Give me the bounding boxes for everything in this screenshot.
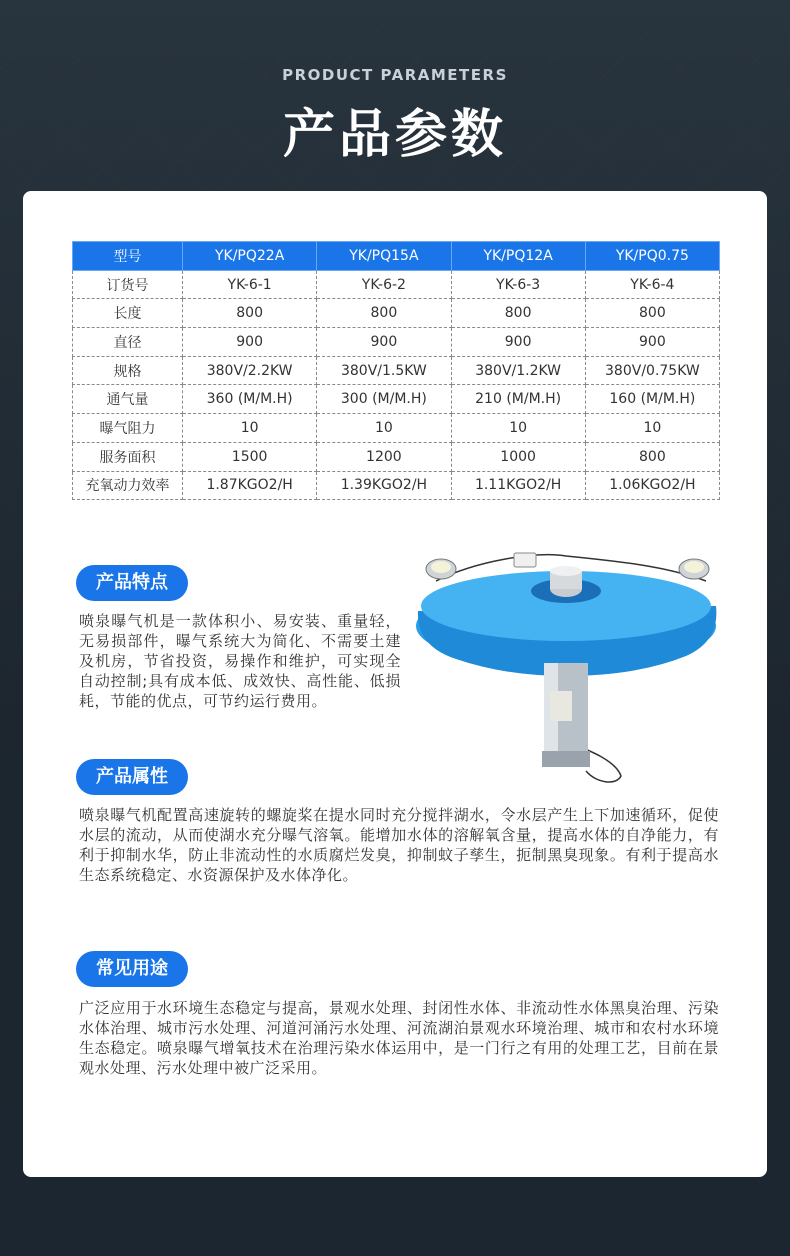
table-cell: 1.11KGO2/H xyxy=(451,471,585,500)
table-cell: 10 xyxy=(317,414,451,443)
table-cell: 380V/1.5KW xyxy=(317,356,451,385)
column-header: YK/PQ15A xyxy=(317,242,451,271)
page-title: 产品参数 xyxy=(282,105,507,165)
features-text: 喷泉曝气机是一款体积小、易安装、重量轻，无易损部件，曝气系统大为简化、不需要土建及机房，节省投资，易操作和维护，可实现全自动控制;具有成本低、成效快、高性能、低损耗，节能的优点，可节约运行费用。 xyxy=(79,612,401,710)
table-cell: 800 xyxy=(585,442,719,471)
table-cell: 800 xyxy=(183,299,317,328)
table-cell: 10 xyxy=(183,414,317,443)
row-label: 订货号 xyxy=(73,270,183,299)
table-cell: 800 xyxy=(317,299,451,328)
table-row xyxy=(73,442,720,471)
row-label: 充氧动力效率 xyxy=(73,471,183,500)
table-header-row xyxy=(73,242,720,271)
table-cell: 1200 xyxy=(317,442,451,471)
page-header xyxy=(0,0,790,190)
table-row xyxy=(73,328,720,357)
row-label: 通气量 xyxy=(73,385,183,414)
table-cell: 800 xyxy=(451,299,585,328)
table-cell: 1000 xyxy=(451,442,585,471)
row-label: 服务面积 xyxy=(73,442,183,471)
content-card xyxy=(23,191,767,1177)
uses-text: 广泛应用于水环境生态稳定与提高，景观水处理、封闭性水体、非流动性水体黑臭治理、污染水体治理、城市污水处理、河道河涌污水处理、河流湖泊景观水环境治理、城市和农村水环境生态稳定。喷泉曝气增氧技术在治理污染水体运用中，是一门行之有用的处理工艺，目前在景观水处理、污水处理中被广泛采用。 xyxy=(79,999,719,1077)
table-row xyxy=(73,414,720,443)
attributes-text: 喷泉曝气机配置高速旋转的螺旋桨在提水同时充分搅拌湖水，令水层产生上下加速循环，促使水层的流动，从而使湖水充分曝气溶氧。能增加水体的溶解氧含量，提高水体的自净能力，有利于抑制水华，防止非流动性的水质腐烂发臭，抑制蚊子孳生，扼制黑臭现象。有利于提高水生态系统稳定、水资源保护及水体净化。 xyxy=(79,806,719,884)
column-header: YK/PQ12A xyxy=(451,242,585,271)
params-table xyxy=(72,241,720,500)
table-cell: 380V/0.75KW xyxy=(585,356,719,385)
table-cell: 300 (M/M.H) xyxy=(317,385,451,414)
table-cell: 160 (M/M.H) xyxy=(585,385,719,414)
table-cell: 800 xyxy=(585,299,719,328)
features-label: 产品特点 xyxy=(76,565,188,601)
table-cell: 1500 xyxy=(183,442,317,471)
table-cell: 1.39KGO2/H xyxy=(317,471,451,500)
table-cell: 380V/1.2KW xyxy=(451,356,585,385)
table-cell: YK-6-1 xyxy=(183,270,317,299)
table-row xyxy=(73,299,720,328)
table-row xyxy=(73,356,720,385)
table-cell: 360 (M/M.H) xyxy=(183,385,317,414)
table-cell: 10 xyxy=(585,414,719,443)
uses-label: 常见用途 xyxy=(76,951,188,987)
table-row xyxy=(73,385,720,414)
row-label: 长度 xyxy=(73,299,183,328)
table-cell: 900 xyxy=(451,328,585,357)
table-row xyxy=(73,270,720,299)
table-cell: 10 xyxy=(451,414,585,443)
table-row xyxy=(73,471,720,500)
row-label: 直径 xyxy=(73,328,183,357)
table-cell: 380V/2.2KW xyxy=(183,356,317,385)
table-cell: 900 xyxy=(317,328,451,357)
header-subtitle: PRODUCT PARAMETERS xyxy=(282,66,508,84)
table-cell: 900 xyxy=(585,328,719,357)
aerator-product-image xyxy=(416,551,720,787)
column-header: 型号 xyxy=(73,242,183,271)
table-cell: 1.87KGO2/H xyxy=(183,471,317,500)
table-cell: 900 xyxy=(183,328,317,357)
table-cell: 1.06KGO2/H xyxy=(585,471,719,500)
column-header: YK/PQ0.75 xyxy=(585,242,719,271)
table-cell: YK-6-2 xyxy=(317,270,451,299)
table-cell: 210 (M/M.H) xyxy=(451,385,585,414)
row-label: 规格 xyxy=(73,356,183,385)
table-cell: YK-6-3 xyxy=(451,270,585,299)
table-cell: YK-6-4 xyxy=(585,270,719,299)
attributes-label: 产品属性 xyxy=(76,759,188,795)
row-label: 曝气阻力 xyxy=(73,414,183,443)
column-header: YK/PQ22A xyxy=(183,242,317,271)
